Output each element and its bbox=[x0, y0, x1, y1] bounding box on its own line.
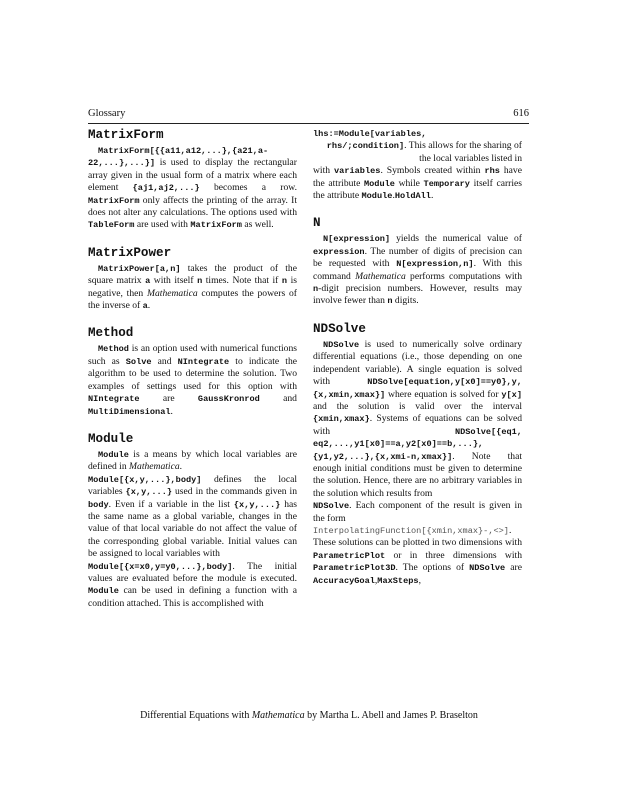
code-span: NIntegrate bbox=[88, 394, 140, 405]
entry-body bbox=[88, 343, 297, 417]
italic-span: Mathematica bbox=[129, 461, 180, 473]
text-span: is used to display the rectangular array given in the usual form of a matrix where each element bbox=[88, 157, 297, 194]
entry-body bbox=[313, 339, 522, 500]
text-span: . bbox=[170, 405, 173, 417]
entry-body-cont bbox=[88, 561, 297, 611]
text-span: with bbox=[313, 165, 335, 177]
text-span: . Symbols created within bbox=[380, 165, 485, 177]
code-span: a bbox=[142, 301, 148, 312]
text-span: and bbox=[151, 355, 178, 367]
text-span: . Even if a variable in the list bbox=[108, 498, 234, 510]
entry-body-cont bbox=[88, 474, 297, 561]
code-span: MatrixForm[{{a11,a12,...},{a21,a-22,...},...}] bbox=[88, 146, 269, 169]
code-span: Solve bbox=[125, 356, 152, 367]
text-span: . bbox=[392, 190, 395, 202]
entry-matrixpower bbox=[88, 246, 297, 313]
text-span: -digit precision numbers. However, results may involve fewer than bbox=[313, 283, 522, 307]
entry-title: NDSolve bbox=[313, 321, 366, 336]
text-span: are bbox=[505, 562, 522, 574]
entry-body bbox=[313, 128, 522, 140]
entry-title: MatrixPower bbox=[88, 245, 172, 260]
code-span: {aj1,aj2,...} bbox=[132, 183, 200, 194]
code-span: body bbox=[88, 499, 109, 510]
text-span: and bbox=[259, 393, 297, 405]
code-span: Module bbox=[361, 191, 393, 202]
code-span: variables bbox=[334, 166, 381, 177]
text-span: computes the powers of the inverse of bbox=[88, 287, 297, 312]
code-span: N[expression] bbox=[323, 234, 391, 245]
code-span: N[expression,n] bbox=[396, 259, 474, 270]
code-span: InterpolatingFunction[{xmin,xmax}-,<>] bbox=[313, 525, 509, 536]
text-span: . Systems of equations can be solved with bbox=[313, 413, 522, 437]
footer-text: by Martha L. Abell and James P. Braselton bbox=[304, 710, 478, 721]
code-span: Module[{x=x0,y=y0,...},body] bbox=[88, 561, 233, 572]
code-span: ParametricPlot3D bbox=[313, 563, 396, 574]
code-span: lhs:=Module[variables, bbox=[313, 129, 427, 139]
entry-title: MatrixForm bbox=[88, 128, 164, 142]
code-span: Module[{x,y,...},body] bbox=[88, 474, 202, 485]
text-span: to indicate the algorithm to be used to determine the solution. Two examples of settings used for this option with bbox=[88, 355, 298, 392]
code-span: rhs/;condition] bbox=[326, 141, 405, 152]
code-span: HoldAll bbox=[394, 191, 431, 202]
text-span: . bbox=[147, 300, 151, 312]
text-span: or in three dimensions with bbox=[385, 549, 522, 561]
text-span: are used with bbox=[134, 219, 191, 231]
text-span: used in the commands given in bbox=[172, 486, 297, 498]
text-span: has the same name as a global variable, changes in the value of that local variable do not affect the value of the corresponding global variable. Initial values can be assigned to local variables with bbox=[88, 498, 298, 560]
code-span: MatrixForm bbox=[88, 195, 140, 206]
text-span: is used to numerically solve ordinary differential equations (i.e., those depending on one independent variable). A single equation is solved with bbox=[313, 338, 522, 388]
code-span: {x,y,...} bbox=[233, 499, 281, 510]
entry-body-cont bbox=[313, 165, 522, 202]
text-span: . Each component of the result is given in the form bbox=[313, 500, 522, 524]
code-span: NDSolve[equation,y[x0]==y0},y,{x,xmin,xmax}] bbox=[313, 377, 522, 400]
text-span: digits. bbox=[392, 295, 419, 307]
code-span: NDSolve bbox=[313, 501, 350, 512]
entry-n bbox=[313, 216, 522, 307]
code-span: MaxSteps bbox=[377, 575, 419, 586]
code-span: ParametricPlot bbox=[313, 550, 386, 561]
text-span: . Note that enough initial conditions must be given to determine the solution. Hence, there are no arbitrary variables in the solution which results from bbox=[313, 450, 522, 499]
code-span: n bbox=[197, 276, 203, 287]
code-span: GaussKronrod bbox=[197, 394, 260, 405]
text-span: have the attribute bbox=[313, 165, 522, 189]
code-span: {x,y,...} bbox=[125, 487, 173, 498]
header-page-number: 616 bbox=[513, 108, 529, 119]
text-span: . The number of digits of precision can be requested with bbox=[313, 245, 522, 270]
code-span: Module bbox=[98, 449, 129, 460]
text-span: . The initial values are evaluated before the module is executed. bbox=[88, 560, 297, 584]
text-span: and the solution is valid over the interval bbox=[313, 400, 522, 412]
text-span: is a means by which local variables are defined in bbox=[88, 448, 297, 473]
entry-title: Module bbox=[88, 431, 134, 446]
code-span: NDSolve bbox=[469, 563, 506, 574]
header-section-title: Glossary bbox=[88, 108, 126, 119]
text-span: . bbox=[430, 190, 434, 202]
entry-body bbox=[88, 145, 297, 232]
code-span: Method bbox=[98, 344, 129, 355]
entry-title: N bbox=[313, 216, 321, 231]
code-span: Module bbox=[363, 178, 395, 189]
entry-module-continued bbox=[313, 128, 522, 202]
italic-span: Mathematica bbox=[147, 287, 198, 299]
text-span: itself carries the attribute bbox=[313, 177, 523, 202]
text-span: as well. bbox=[241, 219, 274, 231]
text-span: . This allows for the sharing of the local variables listed in bbox=[404, 140, 522, 164]
code-span: MatrixForm bbox=[190, 220, 242, 231]
text-span: where equation is solved for bbox=[385, 388, 502, 400]
code-span: n bbox=[313, 284, 319, 295]
entry-body bbox=[313, 233, 522, 307]
entry-body bbox=[88, 263, 297, 313]
text-span: . These solutions can be plotted in two dimensions with bbox=[313, 524, 522, 549]
footer-text: Differential Equations with bbox=[140, 710, 252, 721]
entry-body-cont bbox=[313, 525, 522, 587]
footer-italic: Mathematica bbox=[251, 710, 305, 721]
code-span: NIntegrate bbox=[177, 356, 230, 367]
right-column bbox=[313, 128, 522, 601]
text-span: defines the local variables bbox=[88, 473, 297, 498]
code-span: Temporary bbox=[423, 178, 470, 189]
text-span: , bbox=[374, 574, 378, 586]
text-span: times. Note that if bbox=[202, 275, 282, 287]
code-span: rhs bbox=[484, 166, 500, 177]
text-span: , bbox=[418, 574, 421, 586]
entry-body-cont bbox=[313, 140, 522, 165]
text-span: . The options of bbox=[395, 562, 470, 574]
text-span: becomes a row. bbox=[199, 182, 298, 194]
left-column bbox=[88, 128, 297, 624]
entry-ndsolve bbox=[313, 322, 522, 587]
italic-span: Mathematica bbox=[355, 270, 406, 282]
text-span: while bbox=[394, 177, 424, 189]
code-span: MultiDimensional bbox=[88, 406, 171, 417]
code-span: expression bbox=[313, 246, 365, 257]
text-span: is negative, then bbox=[88, 275, 297, 299]
text-span: performs computations with bbox=[405, 270, 522, 282]
text-span: with itself bbox=[150, 275, 198, 287]
entry-body-cont bbox=[313, 500, 522, 525]
text-span: . With this command bbox=[313, 258, 522, 282]
entry-body bbox=[88, 449, 297, 474]
text-span: takes the product of the square matrix bbox=[88, 262, 297, 287]
code-span: TableForm bbox=[88, 220, 135, 231]
text-span: . bbox=[179, 461, 183, 473]
running-footer bbox=[0, 710, 618, 721]
entry-module bbox=[88, 432, 297, 610]
code-span: a bbox=[145, 276, 151, 287]
code-span: Module bbox=[88, 586, 119, 597]
code-span: y[x] bbox=[501, 389, 522, 400]
code-span: NDSolve bbox=[323, 339, 360, 350]
text-span: yields the numerical value of bbox=[390, 233, 522, 245]
code-span: n bbox=[281, 276, 288, 287]
entry-matrixform bbox=[88, 128, 297, 232]
text-span: only affects the printing of the array. It does not alter any calculations. The options used with bbox=[88, 194, 297, 219]
running-header bbox=[88, 108, 529, 124]
code-span: n bbox=[387, 296, 393, 307]
entry-method bbox=[88, 326, 297, 417]
text-span: are bbox=[139, 393, 198, 405]
text-span: is an option used with numerical functions such as bbox=[88, 343, 297, 367]
code-span: AccuracyGoal bbox=[313, 575, 375, 586]
code-span: {xmin,xmax} bbox=[313, 414, 370, 425]
code-span: MatrixPower[a,n] bbox=[98, 263, 181, 274]
code-span: NDSolve[{eq1, eq2,...,y1[x0]==a,y2[x0]==b,...},{y1,y2,...},{x,xmi-n,xmax}] bbox=[313, 426, 522, 462]
entry-title: Method bbox=[88, 326, 134, 341]
text-span: can be used in defining a function with a condition attached. This is accomplished with bbox=[88, 585, 297, 609]
